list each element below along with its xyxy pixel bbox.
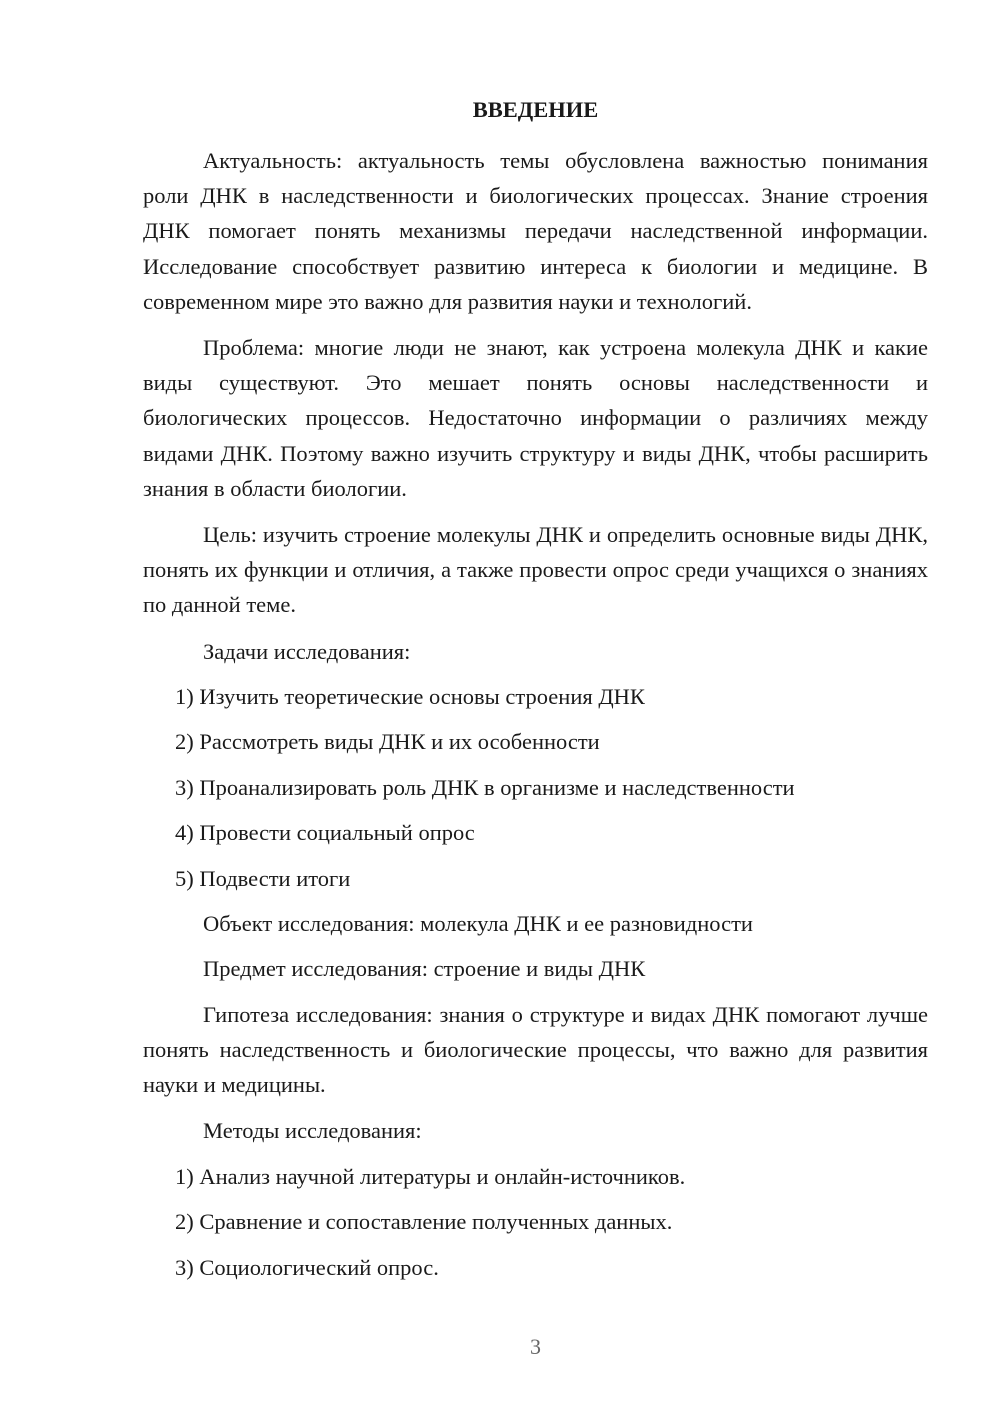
methods-heading: Методы исследования: [203,1118,422,1144]
task-item: 3) Проанализировать роль ДНК в организме и наследственности [175,774,795,800]
page-number: 3 [530,1334,541,1359]
task-item: 1) Изучить теоретические основы строения ДНК [175,684,645,710]
object-line: Объект исследования: молекула ДНК и ее разновидности [203,910,753,936]
problem-paragraph: Проблема: многие люди не знают, как устроена молекула ДНК и какие виды существуют. Это мешает понять основы наследственности и биологических процессов. Недостаточно информации о различиях между видами ДНК. Поэтому важно изучить структуру и виды ДНК, чтобы расширить знания в области биологии. [143,335,928,501]
hypothesis-paragraph: Гипотеза исследования: знания о структуре и видах ДНК помогают лучше понять наследственность и биологические процессы, что важно для развития науки и медицины. [143,1001,928,1098]
document-page [143,92,928,1295]
subject-line: Предмет исследования: строение и виды ДНК [203,956,646,982]
relevance-paragraph: Актуальность: актуальность темы обусловлена важностью понимания роли ДНК в наследственности и биологических процессах. Знание строения ДНК помогает понять механизмы передачи наследственной информации. Исследование способствует развитию интереса к биологии и медицине. В современном мире это важно для развития науки и технологий. [143,148,928,314]
method-item: 2) Сравнение и сопоставление полученных данных. [175,1209,673,1235]
section-title: ВВЕДЕНИЕ [472,97,599,122]
method-item: 3) Социологический опрос. [175,1254,439,1280]
task-item: 2) Рассмотреть виды ДНК и их особенности [175,729,600,755]
tasks-heading: Задачи исследования: [203,638,411,664]
goal-paragraph: Цель: изучить строение молекулы ДНК и определить основные виды ДНК, понять их функции и отличия, а также провести опрос среди учащихся о знаниях по данной теме. [143,522,928,618]
task-item: 5) Подвести итоги [175,865,351,891]
method-item: 1) Анализ научной литературы и онлайн-источников. [175,1163,686,1189]
task-item: 4) Провести социальный опрос [175,820,475,846]
